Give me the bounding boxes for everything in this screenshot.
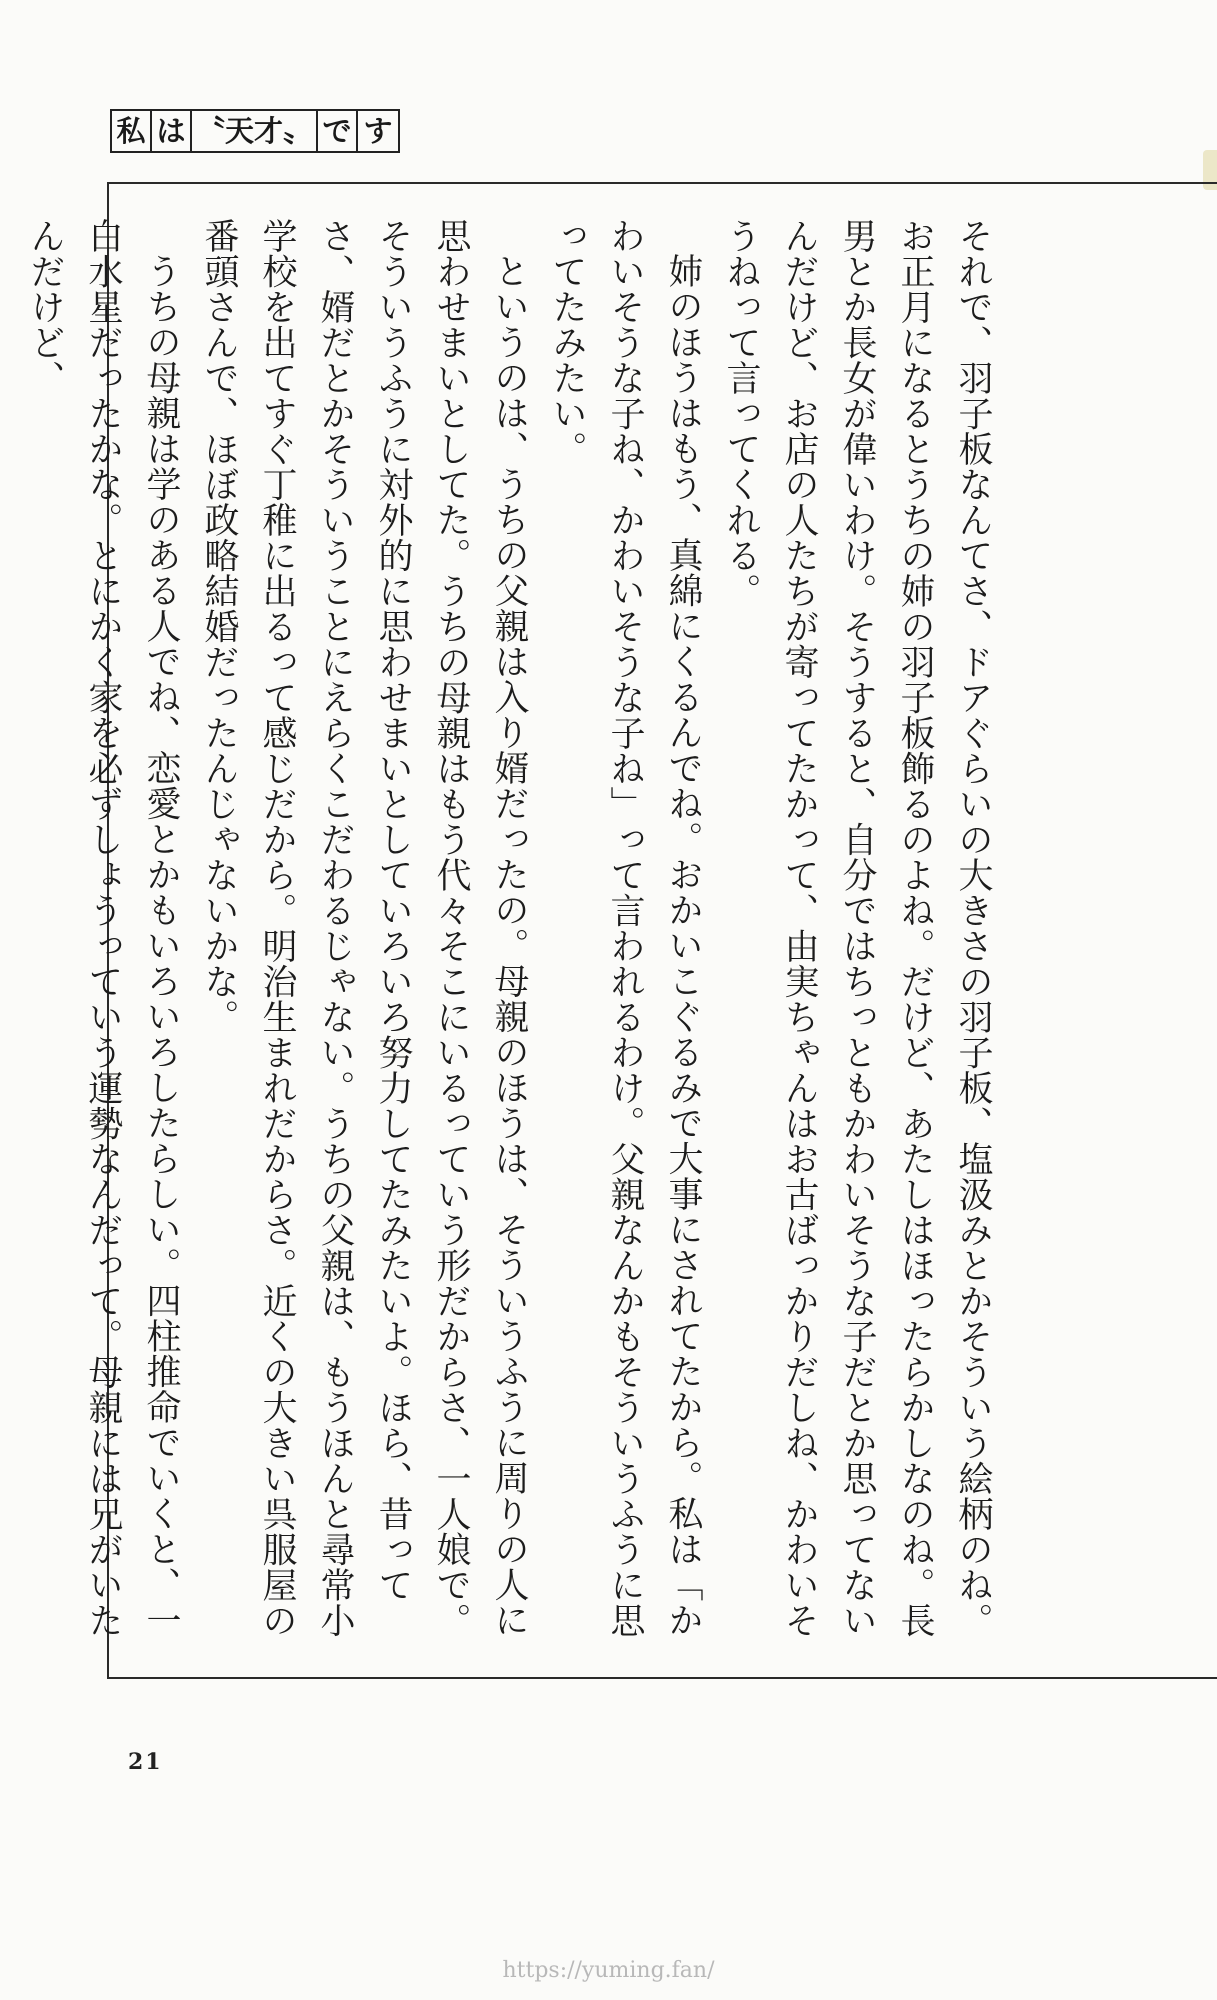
running-head-char: す [363,113,393,148]
paragraph: それで、羽子板なんてさ、ドアぐらいの大きさの羽子板、塩汲みとかそういう絵柄のね。お正月になるとうちの姉の羽子板飾るのよね。だけど、あたしはほったらかしなのね。長男とか長女が偉いわけ。そうすると、自分ではちっともかわいそうな子だとか思ってないんだけど、お店の人たちが寄ってたかって、由実ちゃんはお古ばっかりだしね、かわいそうねって言ってくれる。 [721,218,993,1638]
running-head-char: 〝天才〟 [192,111,318,151]
vertical-body-text [25,218,1002,1658]
page-number: 21 [128,1749,163,1775]
running-head-char: 私 [112,111,152,151]
running-head-title [110,109,400,153]
running-head-char: は [152,111,192,151]
watermark-url: https://yuming.fan/ [502,1958,715,1983]
paragraph: 姉のほうはもう、真綿にくるんでね。おかいこぐるみで大事にされてたから。私は「かわいそうな子ね、かわいそうな子ね」って言われるわけ。父親なんかもそういうふうに思ってたみたい。 [547,218,703,1638]
paragraph: うちの母親は学のある人でね、恋愛とかもいろいろしたらしい。四柱推命でいくと、一白水星だったかな。とにかく家を必ずしょうっていう運勢なんだって。母親には兄がいたんだけど、 [25,218,181,1638]
paragraph: というのは、うちの父親は入り婿だったの。母親のほうは、そういうふうに周りの人に思わせまいとしてた。うちの母親はもう代々そこにいるっていう形だからさ、一人娘で。そういうふうに対外的に思わせまいとしていろいろ努力してたみたいよ。ほら、昔ってさ、婿だとかそういうことにえらくこだわるじゃない。うちの父親は、もうほんと尋常小学校を出てすぐ丁稚に出るって感じだから。明治生まれだからさ。近くの大きい呉服屋の番頭さんで、ほぼ政略結婚だったんじゃないかな。 [199,218,529,1638]
running-head-char: で [318,111,358,151]
